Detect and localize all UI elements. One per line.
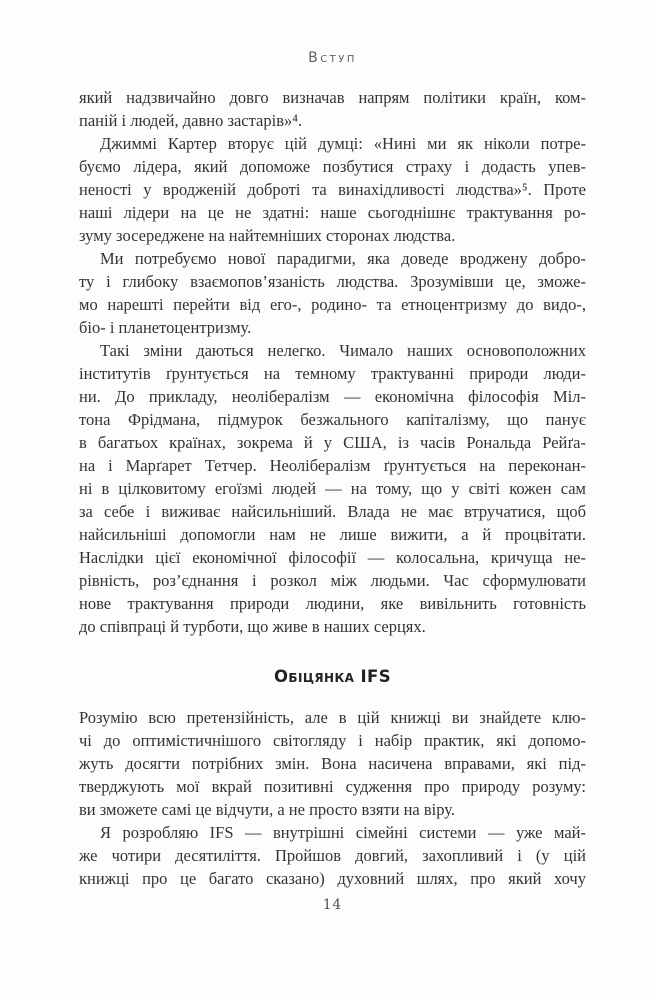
text-line: жуть досягти потрібних змін. Вона насичена вправами, які під-: [79, 754, 586, 773]
paragraph: [79, 821, 586, 890]
text-line: тона Фрідмана, підмурок безжального капіталізму, що панує: [79, 410, 586, 429]
text-line: ту і глибоку взаємопов’язаність людства. Зрозумівши це, зможе-: [79, 272, 586, 291]
text-line: ни. До прикладу, неолібералізм — економічна філософія Міл-: [79, 387, 586, 406]
text-line: нове трактування природи людини, яке вивільнить готовність: [79, 594, 586, 613]
text-line: найсильніші допомогли нам не лише вижити, а й процвітати.: [79, 525, 586, 544]
paragraph: [79, 706, 586, 821]
text-line: мо нарешті перейти від его-, родино- та етноцентризму до видо-,: [79, 295, 586, 314]
text-line: неності у вродженій доброті та винахідливості людства»⁵. Проте: [79, 180, 586, 199]
text-line: ви зможете самі це відчути, а не просто взяти на віру.: [79, 800, 455, 819]
text-line: зуму зосереджене на найтемніших сторонах людства.: [79, 226, 456, 245]
paragraph: [79, 86, 586, 132]
paragraph: [79, 247, 586, 339]
text-line: до співпраці й турботи, що живе в наших серцях.: [79, 617, 426, 636]
text-line: же чотири десятиліття. Пройшов довгий, захопливий і (у цій: [79, 846, 586, 865]
text-line: наші лідери на це не здатні: наше сьогоднішнє трактування ро-: [79, 203, 586, 222]
page-number: 14: [322, 897, 343, 913]
text-line: чі до оптимістичнішого світогляду і набір практик, які допомо-: [79, 731, 586, 750]
text-line: ні в цілковитому егоїзмі людей — на тому, що у світі кожен сам: [79, 479, 586, 498]
text-line: буємо лідера, який допоможе позбутися страху і додасть упев-: [79, 157, 586, 176]
text-line: на і Марґарет Тетчер. Неолібералізм ґрунтується на переконан-: [79, 456, 586, 475]
text-line: інститутів ґрунтується на темному трактуванні природи люди-: [79, 364, 586, 383]
text-line: книжці про це багато сказано) духовний шлях, про який хочу: [79, 869, 586, 888]
text-line: Ми потребуємо нової парадигми, яка доведе вроджену добро-: [100, 249, 586, 268]
text-line: який надзвичайно довго визначав напрям політики країн, ком-: [79, 88, 586, 107]
text-line: тверджують мої вкрай позитивні судження про природу розуму:: [79, 777, 586, 796]
paragraph: [79, 339, 586, 638]
text-line: Наслідки цієї економічної філософії — колосальна, кричуща не-: [79, 548, 586, 567]
text-line: паній і людей, давно застарів»⁴.: [79, 111, 303, 130]
text-line: в багатьох країнах, зокрема й у США, із часів Рональда Рейґа-: [79, 433, 586, 452]
running-head: Вступ: [308, 50, 357, 66]
body-text: [79, 86, 586, 890]
section-heading: Обіцянка IFS: [274, 667, 391, 686]
text-line: рівність, роз’єднання і розкол між людьми. Час сформулювати: [79, 571, 586, 590]
text-line: Я розробляю IFS — внутрішні сімейні системи — уже май-: [100, 823, 586, 842]
text-column: [79, 0, 586, 890]
text-line: Розумію всю претензійність, але в цій книжці ви знайдете клю-: [79, 708, 586, 727]
text-line: біо- і планетоцентризму.: [79, 318, 252, 337]
paragraph: [79, 132, 586, 247]
text-line: Джиммі Картер вторує цій думці: «Нині ми як ніколи потре-: [100, 134, 586, 153]
text-line: за себе і виживає найсильніший. Влада не має втручатися, щоб: [79, 502, 586, 521]
text-line: Такі зміни даються нелегко. Чимало наших основоположних: [100, 341, 586, 360]
